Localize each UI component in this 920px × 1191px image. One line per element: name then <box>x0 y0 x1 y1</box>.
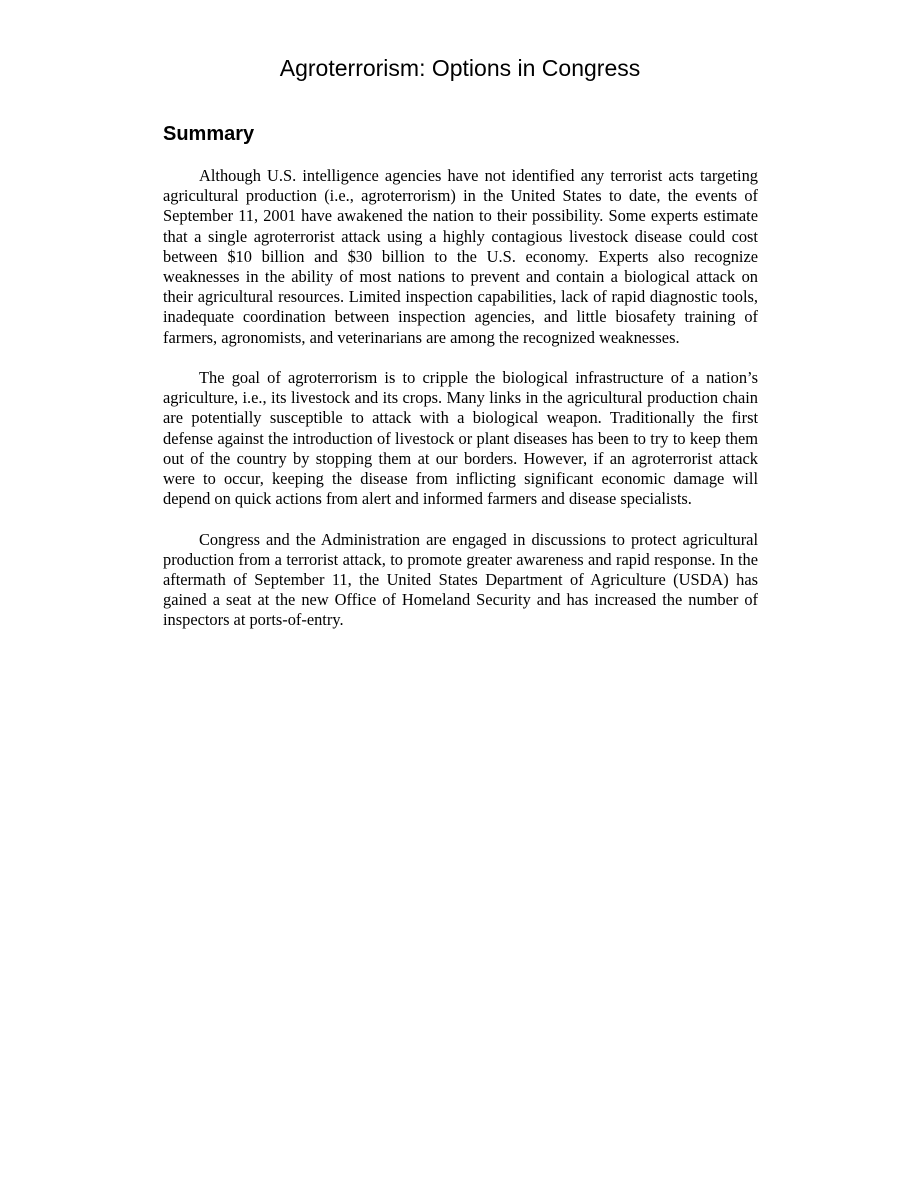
summary-paragraph-2: The goal of agroterrorism is to cripple the biological infrastructure of a nation’s agriculture, i.e., its livestock and its crops. Many links in the agricultural production chain are potentially susceptible to attack with a biological weapon. Traditionally the first defense against the introduction of livestock or plant diseases has been to try to keep them out of the country by stopping them at our borders. However, if an agroterrorist attack were to occur, keeping the disease from inflicting significant economic damage will depend on quick actions from alert and informed farmers and disease specialists. <box>163 368 758 509</box>
document-title: Agroterrorism: Options in Congress <box>279 55 641 81</box>
summary-body <box>163 166 758 651</box>
summary-paragraph-3: Congress and the Administration are engaged in discussions to protect agricultural production from a terrorist attack, to promote greater awareness and rapid response. In the aftermath of September 11, the United States Department of Agriculture (USDA) has gained a seat at the new Office of Homeland Security and has increased the number of inspectors at ports-of-entry. <box>163 529 758 630</box>
section-heading-summary: Summary <box>163 123 255 145</box>
summary-paragraph-1: Although U.S. intelligence agencies have not identified any terrorist acts targeting agricultural production (i.e., agroterrorism) in the United States to date, the events of September 11, 2001 have awakened the nation to their possibility. Some experts estimate that a single agroterrorist attack using a highly contagious livestock disease could cost between $10 billion and $30 billion to the U.S. economy. Experts also recognize weaknesses in the ability of most nations to prevent and contain a biological attack on their agricultural resources. Limited inspection capabilities, lack of rapid diagnostic tools, inadequate coordination between inspection agencies, and little biosafety training of farmers, agronomists, and veterinarians are among the recognized weaknesses. <box>163 166 758 347</box>
